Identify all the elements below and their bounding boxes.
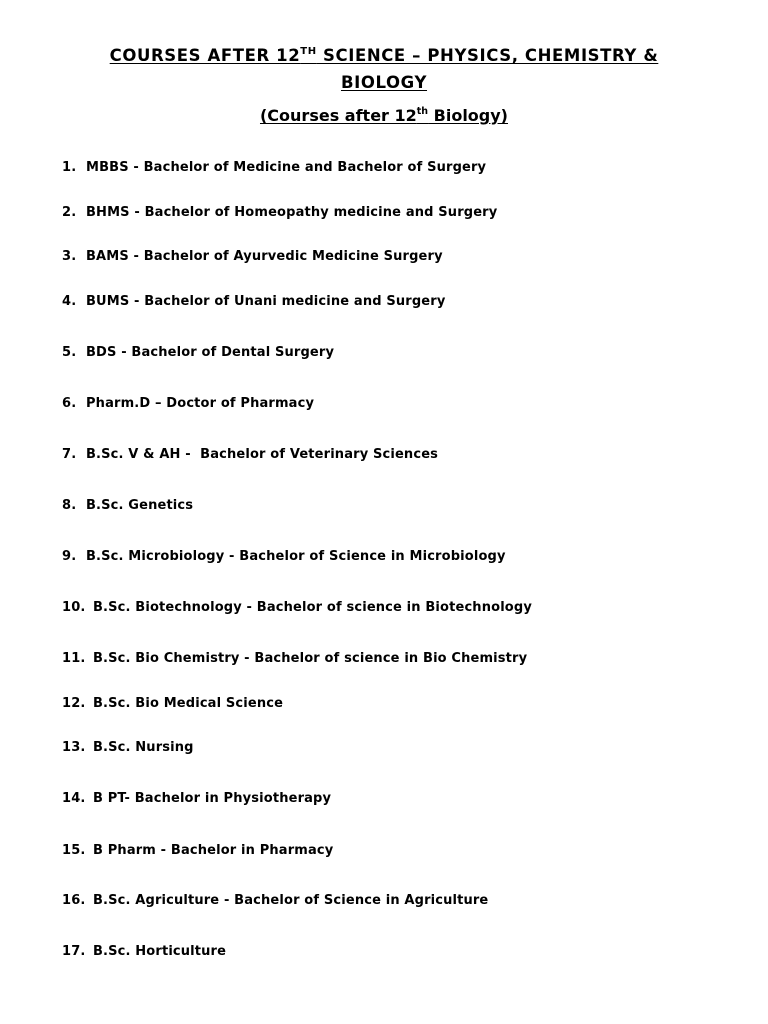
list-item-number: 2. [62,205,77,220]
list-item [62,943,226,961]
list-item [62,548,506,566]
list-item-number: 14. [62,791,86,806]
title-text-part1: COURSES AFTER 12 [109,46,301,65]
list-item [62,790,331,808]
page-subtitle [60,104,708,128]
list-item-text: B.Sc. V & AH - Bachelor of Veterinary Sciences [86,447,439,462]
list-item-number: 8. [62,498,77,513]
list-item [62,204,497,222]
list-item-number: 15. [62,843,86,858]
subtitle-superscript: th [416,106,429,117]
title-line-2: BIOLOGY [340,73,428,92]
list-item-text: MBBS - Bachelor of Medicine and Bachelor of Surgery [86,160,487,175]
list-item [62,497,193,515]
list-item [62,842,333,860]
list-item [62,248,443,266]
list-item-text: B.Sc. Biotechnology - Bachelor of science in Biotechnology [93,600,532,615]
list-item-text: Pharm.D – Doctor of Pharmacy [86,396,315,411]
list-item-text: B.Sc. Genetics [86,498,194,513]
list-item-number: 6. [62,396,77,411]
list-item-number: 3. [62,249,77,264]
list-item-number: 13. [62,740,86,755]
list-item [62,695,283,713]
list-item-number: 12. [62,696,86,711]
list-item-text: B.Sc. Bio Medical Science [93,696,284,711]
list-item [62,446,438,464]
list-item [62,344,334,362]
subtitle-text-part2: Biology) [428,106,508,125]
subtitle-text [260,106,508,125]
list-item-text: BUMS - Bachelor of Unani medicine and Surgery [86,294,446,309]
list-item [62,739,194,757]
list-item-text: B.Sc. Horticulture [93,944,227,959]
list-item-number: 5. [62,345,77,360]
list-item-text: BAMS - Bachelor of Ayurvedic Medicine Surgery [86,249,443,264]
list-item-number: 17. [62,944,86,959]
list-item-number: 16. [62,893,86,908]
list-item [62,650,527,668]
list-item-text: B.Sc. Bio Chemistry - Bachelor of science in Bio Chemistry [93,651,528,666]
list-item-number: 1. [62,160,77,175]
title-line-1 [110,46,659,65]
list-item [62,599,532,617]
list-item-text: B.Sc. Agriculture - Bachelor of Science in Agriculture [93,893,489,908]
list-item-number: 11. [62,651,86,666]
list-item-text: B Pharm - Bachelor in Pharmacy [93,843,334,858]
list-item-text: BDS - Bachelor of Dental Surgery [86,345,335,360]
page-title [60,42,708,96]
subtitle-text-part1: (Courses after 12 [259,106,417,125]
list-item [62,293,445,311]
list-item [62,395,314,413]
list-item-number: 4. [62,294,77,309]
list-item [62,159,486,177]
list-item-text: B.Sc. Microbiology - Bachelor of Science in Microbiology [86,549,506,564]
title-superscript: TH [300,46,317,57]
list-item-text: B PT- Bachelor in Physiotherapy [93,791,332,806]
list-item-number: 9. [62,549,77,564]
title-text-part2: SCIENCE – PHYSICS, CHEMISTRY & [316,46,659,65]
list-item-number: 10. [62,600,86,615]
list-item-number: 7. [62,447,77,462]
list-item-text: B.Sc. Nursing [93,740,194,755]
list-item-text: BHMS - Bachelor of Homeopathy medicine and Surgery [86,205,498,220]
list-item [62,892,488,910]
